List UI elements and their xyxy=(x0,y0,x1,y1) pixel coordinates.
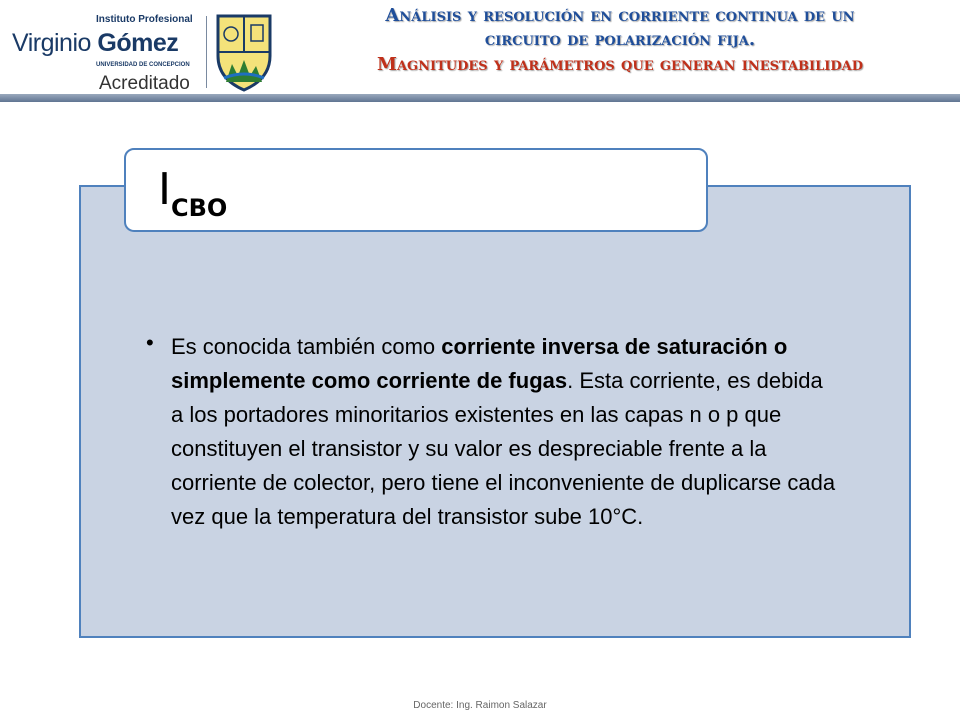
shield-icon xyxy=(214,12,274,92)
logo-institute: Instituto Profesional xyxy=(96,14,193,25)
bullet-item xyxy=(146,330,836,534)
logo-name-first: Virginio xyxy=(12,29,91,57)
logo-university: UNIVERSIDAD DE CONCEPCION xyxy=(96,62,190,68)
section-tab xyxy=(124,148,708,232)
bullet-intro: Es conocida también como xyxy=(171,334,442,359)
bullet-marker: • xyxy=(146,330,154,355)
bullet-bold: corriente inversa de saturación o simplemente como corriente de fugas xyxy=(171,334,788,393)
bullet-rest: . Esta corriente, es debida a los portadores minoritarios existentes en las capas n o p que constituyen el transistor y su valor es despreciable frente a la corriente de colector, pero tiene el inconveniente de duplicarse cada vez que la temperatura del transistor sube 10°C. xyxy=(171,368,836,529)
institution-logo xyxy=(6,8,276,94)
logo-wordmark xyxy=(6,8,201,94)
logo-divider xyxy=(206,16,207,88)
bullet-text xyxy=(171,330,836,534)
title-line-1: Análisis y resolución en corriente continua de un xyxy=(385,5,855,26)
title-line-3: Magnitudes y parámetros que generan inestabilidad xyxy=(377,54,863,75)
section-title xyxy=(158,164,227,222)
logo-accredited: Acreditado xyxy=(99,73,190,94)
section-symbol: I xyxy=(158,164,171,215)
slide-title xyxy=(290,4,950,78)
logo-name xyxy=(12,29,178,58)
section-subscript: CBO xyxy=(170,194,228,222)
logo-name-last: Gómez xyxy=(97,29,179,57)
header-divider xyxy=(0,94,960,102)
footer-text: Docente: Ing. Raimon Salazar xyxy=(413,700,547,711)
title-line-2: circuito de polarización fija. xyxy=(484,29,756,50)
